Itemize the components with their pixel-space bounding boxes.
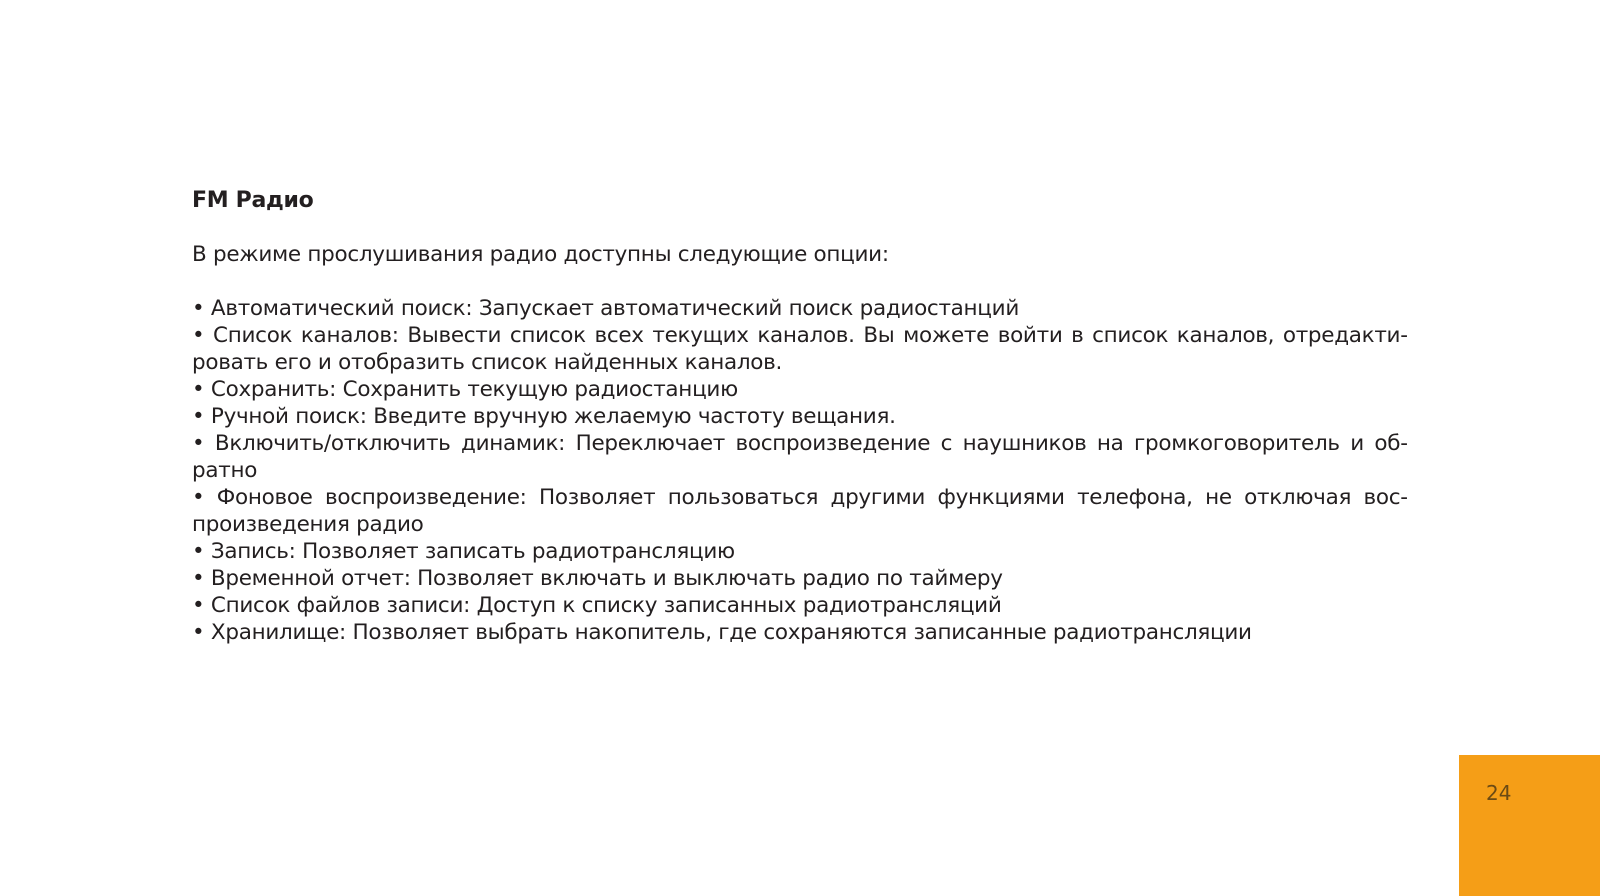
list-item-timer: • Временной отчет: Позволяет включать и выключать радио по таймеру xyxy=(192,566,1003,591)
list-item-manual-search: • Ручной поиск: Введите вручную желаемую частоту вещания. xyxy=(192,404,896,429)
list-item-storage: • Хранилище: Позволяет выбрать накопитель, где сохраняются записанные радиотрансляции xyxy=(192,620,1252,645)
list-item-save: • Сохранить: Сохранить текущую радиостанцию xyxy=(192,377,738,402)
option-list xyxy=(192,295,1408,646)
list-item-background-play: • Фоновое воспроизведение: Позволяет пользоваться другими функциями телефона, не отключая воспроизведения радио xyxy=(192,485,1408,537)
document-body xyxy=(192,187,1408,646)
list-item-channel-list: • Список каналов: Вывести список всех текущих каналов. Вы можете войти в список каналов, отредактировать его и отобразить список найденных каналов. xyxy=(192,323,1408,375)
intro-text: В режиме прослушивания радио доступны следующие опции: xyxy=(192,242,889,267)
page-number: 24 xyxy=(1486,781,1512,805)
list-item-speaker-toggle: • Включить/отключить динамик: Переключает воспроизведение с наушников на громкоговоритель и обратно xyxy=(192,431,1408,483)
list-item-record-files: • Список файлов записи: Доступ к списку записанных радиотрансляций xyxy=(192,593,1002,618)
list-item-record: • Запись: Позволяет записать радиотрансляцию xyxy=(192,539,735,564)
page-title: FM Радио xyxy=(192,188,314,213)
list-item-auto-search: • Автоматический поиск: Запускает автоматический поиск радиостанций xyxy=(192,296,1019,321)
page-number-tab xyxy=(1459,755,1600,896)
